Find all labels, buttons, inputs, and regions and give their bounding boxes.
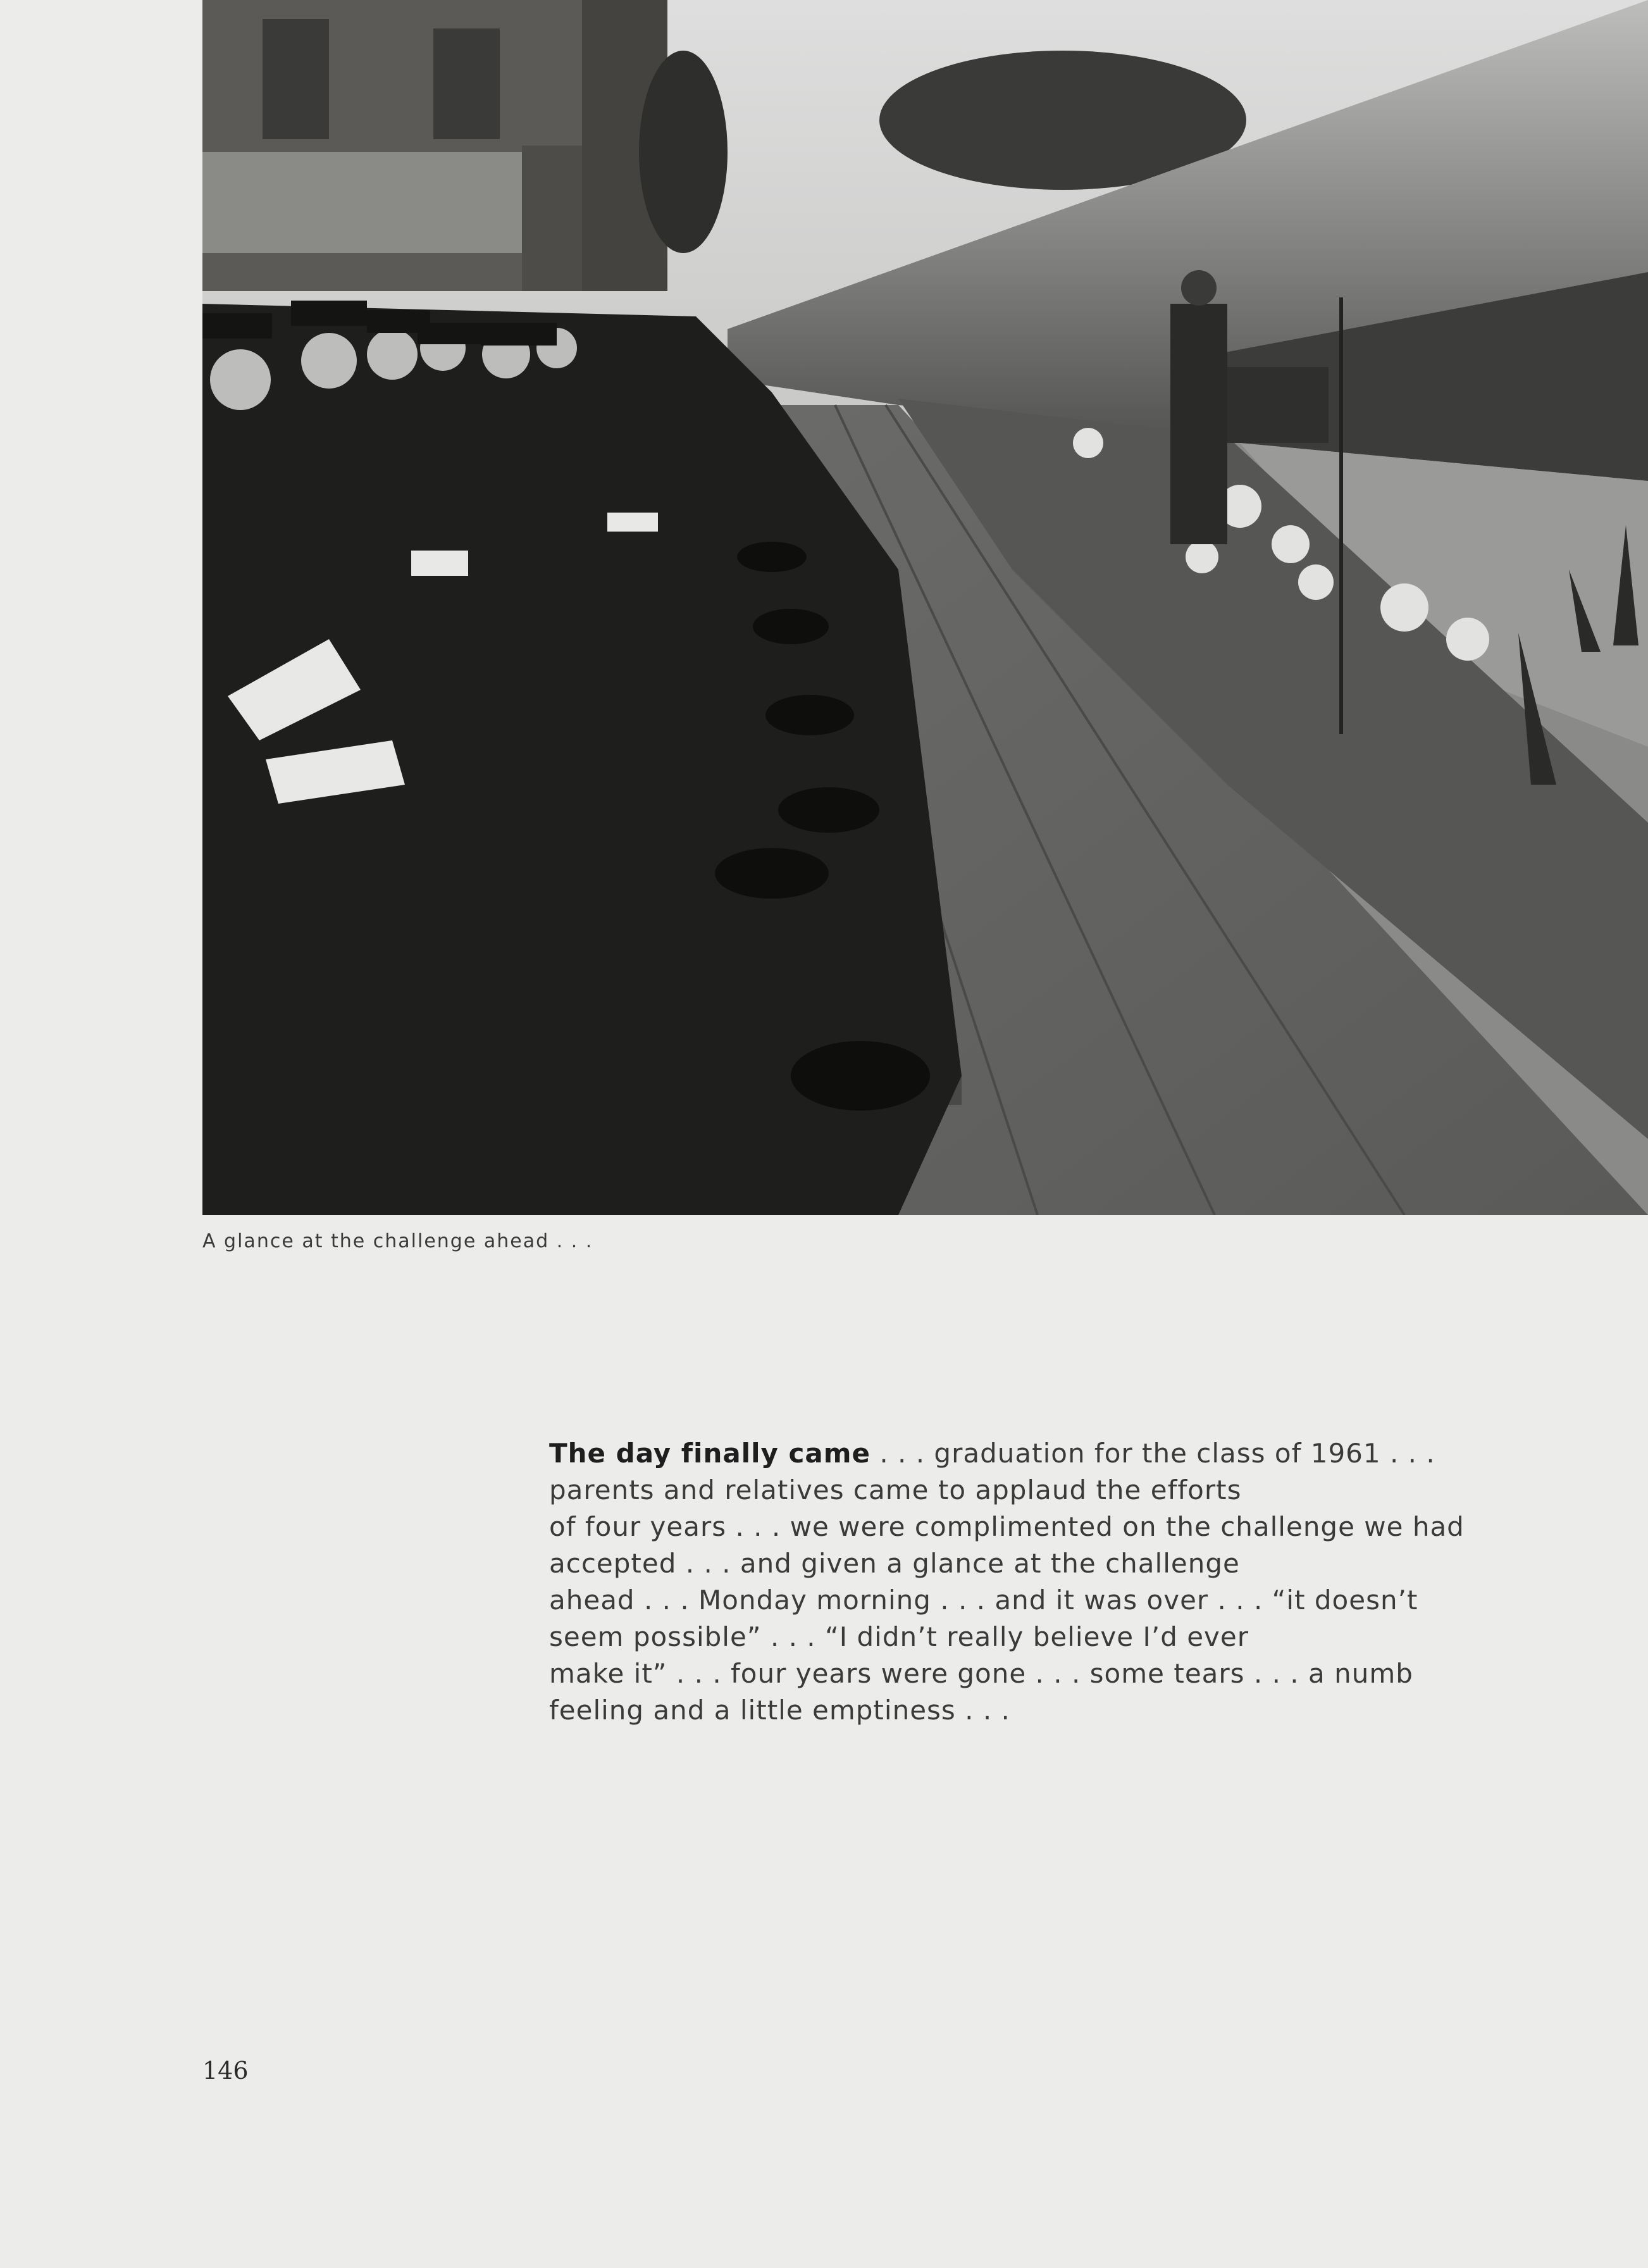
body-line-1 <box>549 1435 1485 1472</box>
body-line-7: make it” . . . four years were gone . . . some tears . . . a numb <box>549 1658 1413 1689</box>
body-line-2: parents and relatives came to applaud the efforts <box>549 1474 1242 1505</box>
body-line-8: feeling and a little emptiness . . . <box>549 1695 1010 1726</box>
body-line-6: seem possible” . . . “I didn’t really believe I’d ever <box>549 1621 1249 1652</box>
photo-caption: A glance at the challenge ahead . . . <box>202 1230 593 1252</box>
body-lead: The day finally came <box>549 1438 870 1469</box>
body-line-3: of four years . . . we were complimented on the challenge we had <box>549 1511 1465 1542</box>
commencement-photo <box>202 0 1648 1215</box>
body-line-1-text: . . . graduation for the class of 1961 . . . <box>870 1438 1435 1469</box>
body-paragraph <box>549 1435 1485 1729</box>
page-number: 146 <box>202 2057 249 2084</box>
body-line-4: accepted . . . and given a glance at the challenge <box>549 1548 1240 1579</box>
body-line-5: ahead . . . Monday morning . . . and it was over . . . “it doesn’t <box>549 1585 1418 1616</box>
